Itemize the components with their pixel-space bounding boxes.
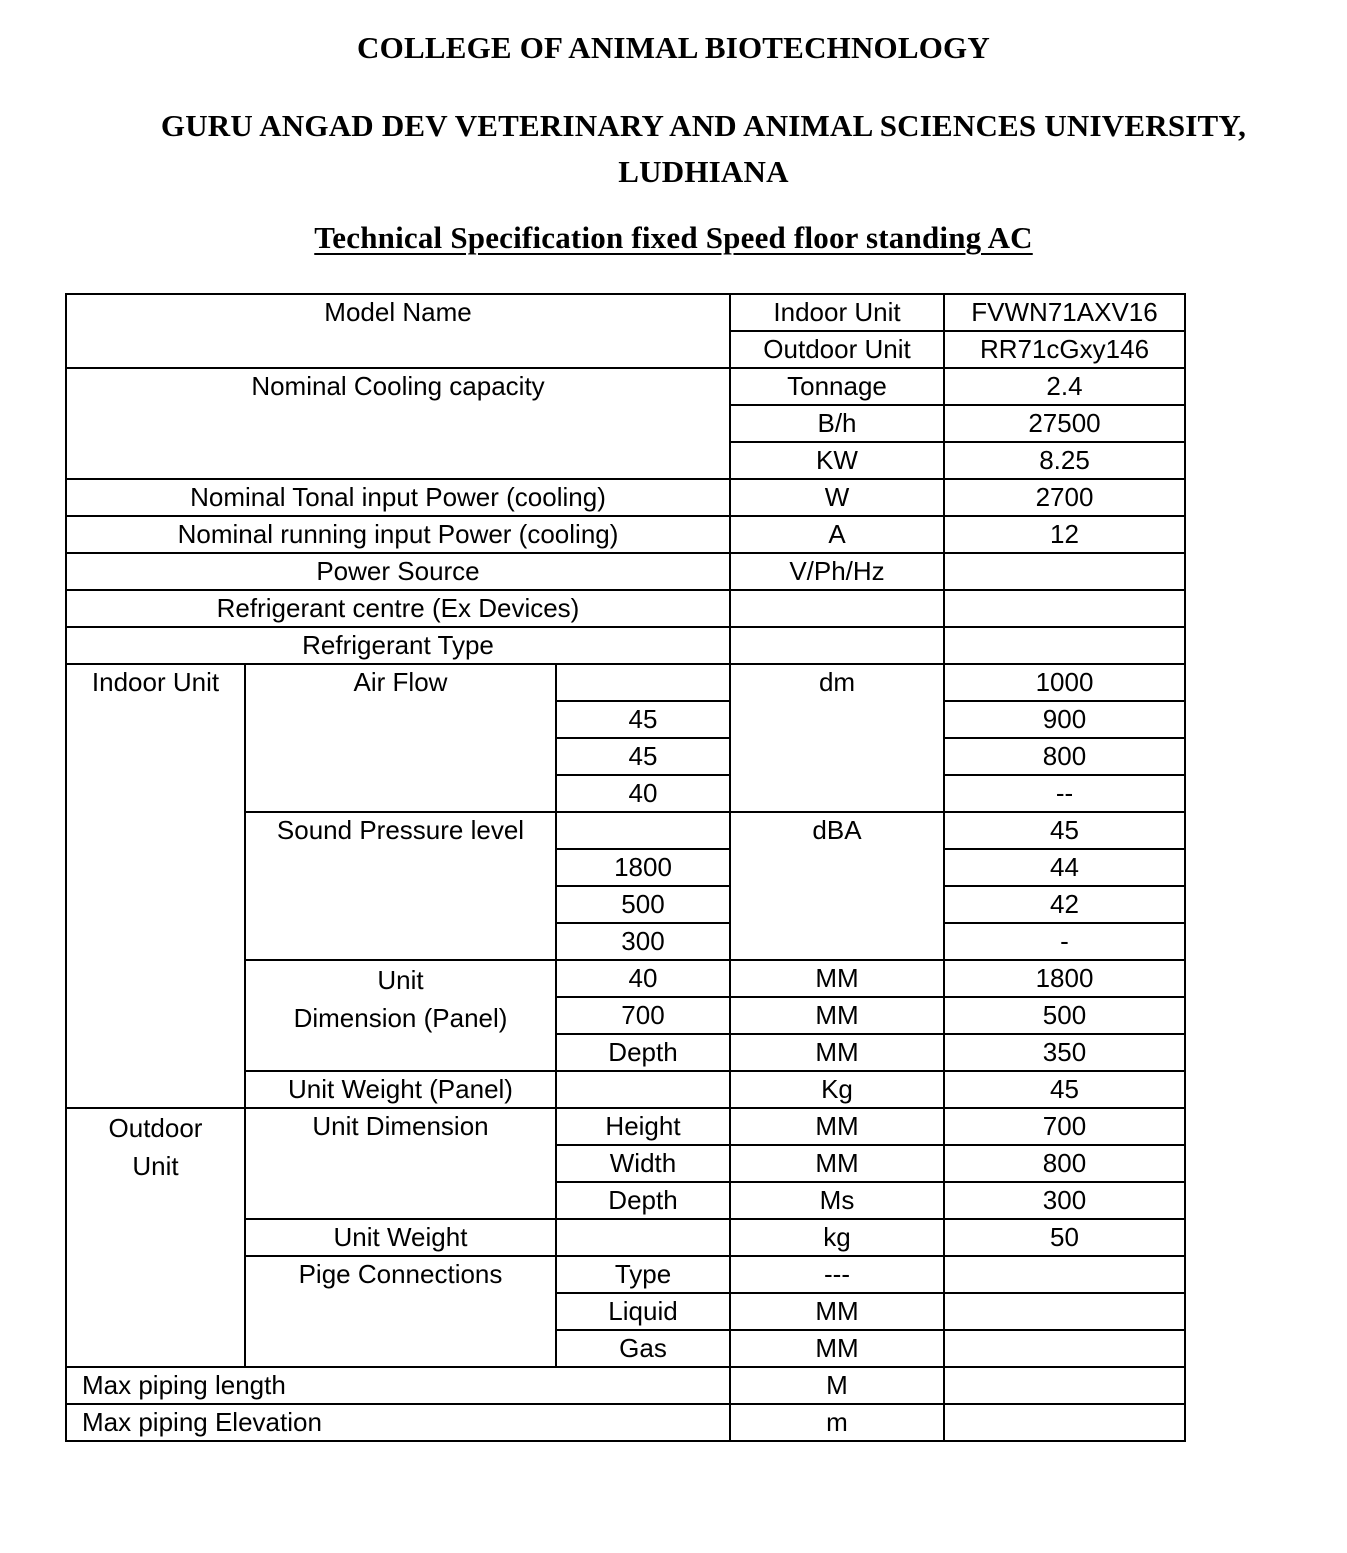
outdoor-dimension-value: 800: [944, 1145, 1185, 1182]
table-row: [66, 516, 1185, 553]
dimension-sub: 700: [556, 997, 730, 1034]
unit-weight-panel-sub: [556, 1071, 730, 1108]
indoor-unit-label: Indoor Unit: [730, 294, 944, 331]
sound-value: 42: [944, 886, 1185, 923]
unit-dimension-line-1: Unit: [377, 965, 424, 995]
unit-dimension-panel-label: [245, 960, 556, 1071]
air-flow-unit: dm: [730, 664, 944, 812]
model-name-label: Model Name: [66, 294, 730, 368]
outdoor-dimension-value: 700: [944, 1108, 1185, 1145]
table-row: [66, 1367, 1185, 1404]
bh-label: B/h: [730, 405, 944, 442]
refrigerant-type-unit: [730, 627, 944, 664]
unit-weight-panel-value: 45: [944, 1071, 1185, 1108]
air-flow-label: Air Flow: [245, 664, 556, 812]
pipe-sub: Liquid: [556, 1293, 730, 1330]
table-row: [66, 294, 1185, 331]
table-row: [66, 479, 1185, 516]
outdoor-unit-weight-unit: kg: [730, 1219, 944, 1256]
dimension-sub: Depth: [556, 1034, 730, 1071]
air-flow-value: 800: [944, 738, 1185, 775]
tonal-input-unit: W: [730, 479, 944, 516]
max-piping-elevation-label: Max piping Elevation: [66, 1404, 730, 1441]
outdoor-dimension-sub: Width: [556, 1145, 730, 1182]
kw-label: KW: [730, 442, 944, 479]
outdoor-dimension-unit: MM: [730, 1145, 944, 1182]
max-piping-length-unit: M: [730, 1367, 944, 1404]
dimension-value: 350: [944, 1034, 1185, 1071]
pipe-sub: Type: [556, 1256, 730, 1293]
outdoor-dimension-sub: Depth: [556, 1182, 730, 1219]
sound-unit: dBA: [730, 812, 944, 960]
sound-value: -: [944, 923, 1185, 960]
document-title-wrap: [0, 220, 1347, 256]
pipe-unit: ---: [730, 1256, 944, 1293]
dimension-value: 1800: [944, 960, 1185, 997]
pipe-unit: MM: [730, 1330, 944, 1367]
table-row: [66, 664, 1185, 701]
outdoor-dimension-unit: MM: [730, 1108, 944, 1145]
refrigerant-centre-label: Refrigerant centre (Ex Devices): [66, 590, 730, 627]
max-piping-length-value: [944, 1367, 1185, 1404]
max-piping-length-label: Max piping length: [66, 1367, 730, 1404]
outdoor-unit-weight-label: Unit Weight: [245, 1219, 556, 1256]
outdoor-unit-label: Outdoor Unit: [730, 331, 944, 368]
university-line-1: GURU ANGAD DEV VETERINARY AND ANIMAL SCIENCES UNIVERSITY,: [160, 108, 1247, 143]
sound-pressure-label: Sound Pressure level: [245, 812, 556, 960]
university-name: [0, 103, 1347, 195]
max-piping-elevation-unit: m: [730, 1404, 944, 1441]
tonal-input-value: 2700: [944, 479, 1185, 516]
tonal-input-label: Nominal Tonal input Power (cooling): [66, 479, 730, 516]
max-piping-elevation-value: [944, 1404, 1185, 1441]
running-input-value: 12: [944, 516, 1185, 553]
document-title: Technical Specification fixed Speed floor standing AC: [314, 220, 1033, 255]
tonnage-value: 2.4: [944, 368, 1185, 405]
dimension-unit: MM: [730, 997, 944, 1034]
sound-sub: [556, 812, 730, 849]
dimension-value: 500: [944, 997, 1185, 1034]
college-name: COLLEGE OF ANIMAL BIOTECHNOLOGY: [357, 30, 990, 65]
air-flow-value: 900: [944, 701, 1185, 738]
running-input-label: Nominal running input Power (cooling): [66, 516, 730, 553]
pipe-connections-label: Pige Connections: [245, 1256, 556, 1367]
outdoor-dimension-unit: Ms: [730, 1182, 944, 1219]
refrigerant-centre-unit: [730, 590, 944, 627]
tonnage-label: Tonnage: [730, 368, 944, 405]
sound-sub: 300: [556, 923, 730, 960]
sound-value: 45: [944, 812, 1185, 849]
air-flow-sub: 45: [556, 738, 730, 775]
outdoor-unit-weight-value: 50: [944, 1219, 1185, 1256]
indoor-unit-model: FVWN71AXV16: [944, 294, 1185, 331]
cooling-capacity-label: Nominal Cooling capacity: [66, 368, 730, 479]
outdoor-dimension-value: 300: [944, 1182, 1185, 1219]
refrigerant-centre-value: [944, 590, 1185, 627]
power-source-unit: V/Ph/Hz: [730, 553, 944, 590]
kw-value: 8.25: [944, 442, 1185, 479]
power-source-label: Power Source: [66, 553, 730, 590]
pipe-value: [944, 1293, 1185, 1330]
bh-value: 27500: [944, 405, 1185, 442]
table-row: [66, 1108, 1185, 1145]
table-row: [66, 553, 1185, 590]
indoor-unit-section: Indoor Unit: [66, 664, 245, 1108]
refrigerant-type-value: [944, 627, 1185, 664]
specification-table: [65, 293, 1186, 1442]
sound-value: 44: [944, 849, 1185, 886]
outdoor-unit-model: RR71cGxy146: [944, 331, 1185, 368]
unit-weight-panel-unit: Kg: [730, 1071, 944, 1108]
pipe-unit: MM: [730, 1293, 944, 1330]
air-flow-sub: 40: [556, 775, 730, 812]
dimension-unit: MM: [730, 960, 944, 997]
outdoor-unit-section: [66, 1108, 245, 1367]
pipe-value: [944, 1256, 1185, 1293]
air-flow-sub: [556, 664, 730, 701]
table-row: [66, 1404, 1185, 1441]
dimension-sub: 40: [556, 960, 730, 997]
university-line-2: LUDHIANA: [618, 154, 789, 189]
unit-weight-panel-label: Unit Weight (Panel): [245, 1071, 556, 1108]
air-flow-sub: 45: [556, 701, 730, 738]
table-row: [66, 590, 1185, 627]
dimension-unit: MM: [730, 1034, 944, 1071]
running-input-unit: A: [730, 516, 944, 553]
outdoor-unit-dimension-label: Unit Dimension: [245, 1108, 556, 1219]
unit-dimension-line-2: Dimension (Panel): [293, 1003, 508, 1033]
outdoor-dimension-sub: Height: [556, 1108, 730, 1145]
sound-sub: 1800: [556, 849, 730, 886]
pipe-sub: Gas: [556, 1330, 730, 1367]
table-row: [66, 627, 1185, 664]
table-row: [66, 368, 1185, 405]
outdoor-unit-weight-sub: [556, 1219, 730, 1256]
power-source-value: [944, 553, 1185, 590]
air-flow-value: --: [944, 775, 1185, 812]
refrigerant-type-label: Refrigerant Type: [66, 627, 730, 664]
air-flow-value: 1000: [944, 664, 1185, 701]
outdoor-section-line-2: Unit: [132, 1151, 179, 1181]
outdoor-section-line-1: Outdoor: [108, 1113, 203, 1143]
pipe-value: [944, 1330, 1185, 1367]
sound-sub: 500: [556, 886, 730, 923]
